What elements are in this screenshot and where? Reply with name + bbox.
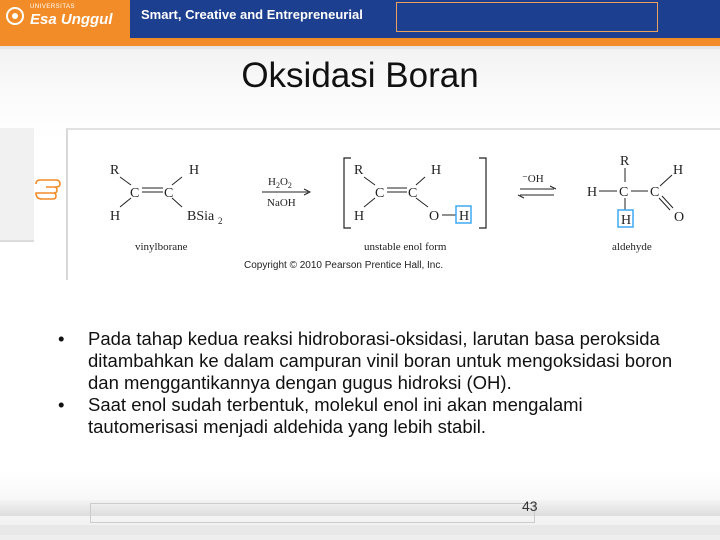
reagent-naoh: NaOH [267,197,296,209]
vinyl-h-bottom: H [110,209,121,224]
aldehyde-h-right: H [673,163,684,178]
vinyl-bsia-sub: 2 [218,216,223,226]
footer-frame [90,503,535,523]
bullet-mark: • [58,394,65,415]
reagent-h2o2: $H_2O_2$ [268,176,292,190]
enol-caption: unstable enol form [364,241,447,253]
left-decoration [0,128,34,242]
enol-o: O [429,209,440,224]
logo-name: Esa Unggul [30,11,113,28]
page-number: 43 [522,498,538,514]
header-stripe [0,38,720,46]
reaction-scheme [68,130,720,280]
slide-title: Oksidasi Boran [241,56,479,95]
vinyl-bsia: BSia [187,209,215,224]
aldehyde-c1: C [619,185,629,200]
aldehyde-caption: aldehyde [612,241,652,253]
bullet-item [58,394,688,438]
aldehyde-structure [587,154,684,253]
bullet-item [58,328,688,394]
aldehyde-r: R [620,154,630,169]
aldehyde-o: O [674,210,685,225]
bullet-text: Saat enol sudah terbentuk, molekul enol ini akan mengalami tautomerisasi menjadi aldehida yang lebih stabil. [88,394,583,437]
reaction-figure [66,128,720,280]
enol-h-box: H [459,209,470,224]
enol-h-top: H [431,163,442,178]
footer-bottom-bar [0,525,720,535]
bullet-text: Pada tahap kedua reaksi hidroborasi-oksidasi, larutan basa peroksida ditambahkan ke dalam campuran vinil boran untuk mengoksidasi boron dan menggantikannya dengan gugus hidroksi (OH). [88,328,673,393]
equilibrium-arrows [518,173,556,198]
vinyl-h-top: H [189,163,200,178]
enol-h-bottom: H [354,209,365,224]
reagent-arrow [262,176,310,209]
enol-structure [344,158,486,253]
enol-c2: C [408,186,418,201]
header-divider [0,46,720,49]
vinyl-r: R [110,163,120,178]
header-frame [396,2,658,32]
enol-r: R [354,163,364,178]
university-logo-icon [6,7,24,25]
figure-copyright: Copyright © 2010 Pearson Prentice Hall, Inc. [244,260,444,271]
vinyl-c1: C [130,186,140,201]
bullet-list [58,328,688,438]
bullet-mark: • [58,328,65,349]
logo-subtitle: UNIVERSITAS [30,4,76,10]
vinyl-c2: C [164,186,174,201]
enol-c1: C [375,186,385,201]
aldehyde-h-left: H [587,185,598,200]
vinylborane-structure [110,163,223,253]
aldehyde-h-box: H [621,213,632,228]
aldehyde-c2: C [650,185,660,200]
university-logo [0,0,130,38]
vinyl-caption: vinylborane [135,241,188,253]
pointing-hand-icon [34,178,68,202]
equilibrium-oh: ⁻OH [522,173,544,185]
header-tagline: Smart, Creative and Entrepreneurial [141,7,363,22]
